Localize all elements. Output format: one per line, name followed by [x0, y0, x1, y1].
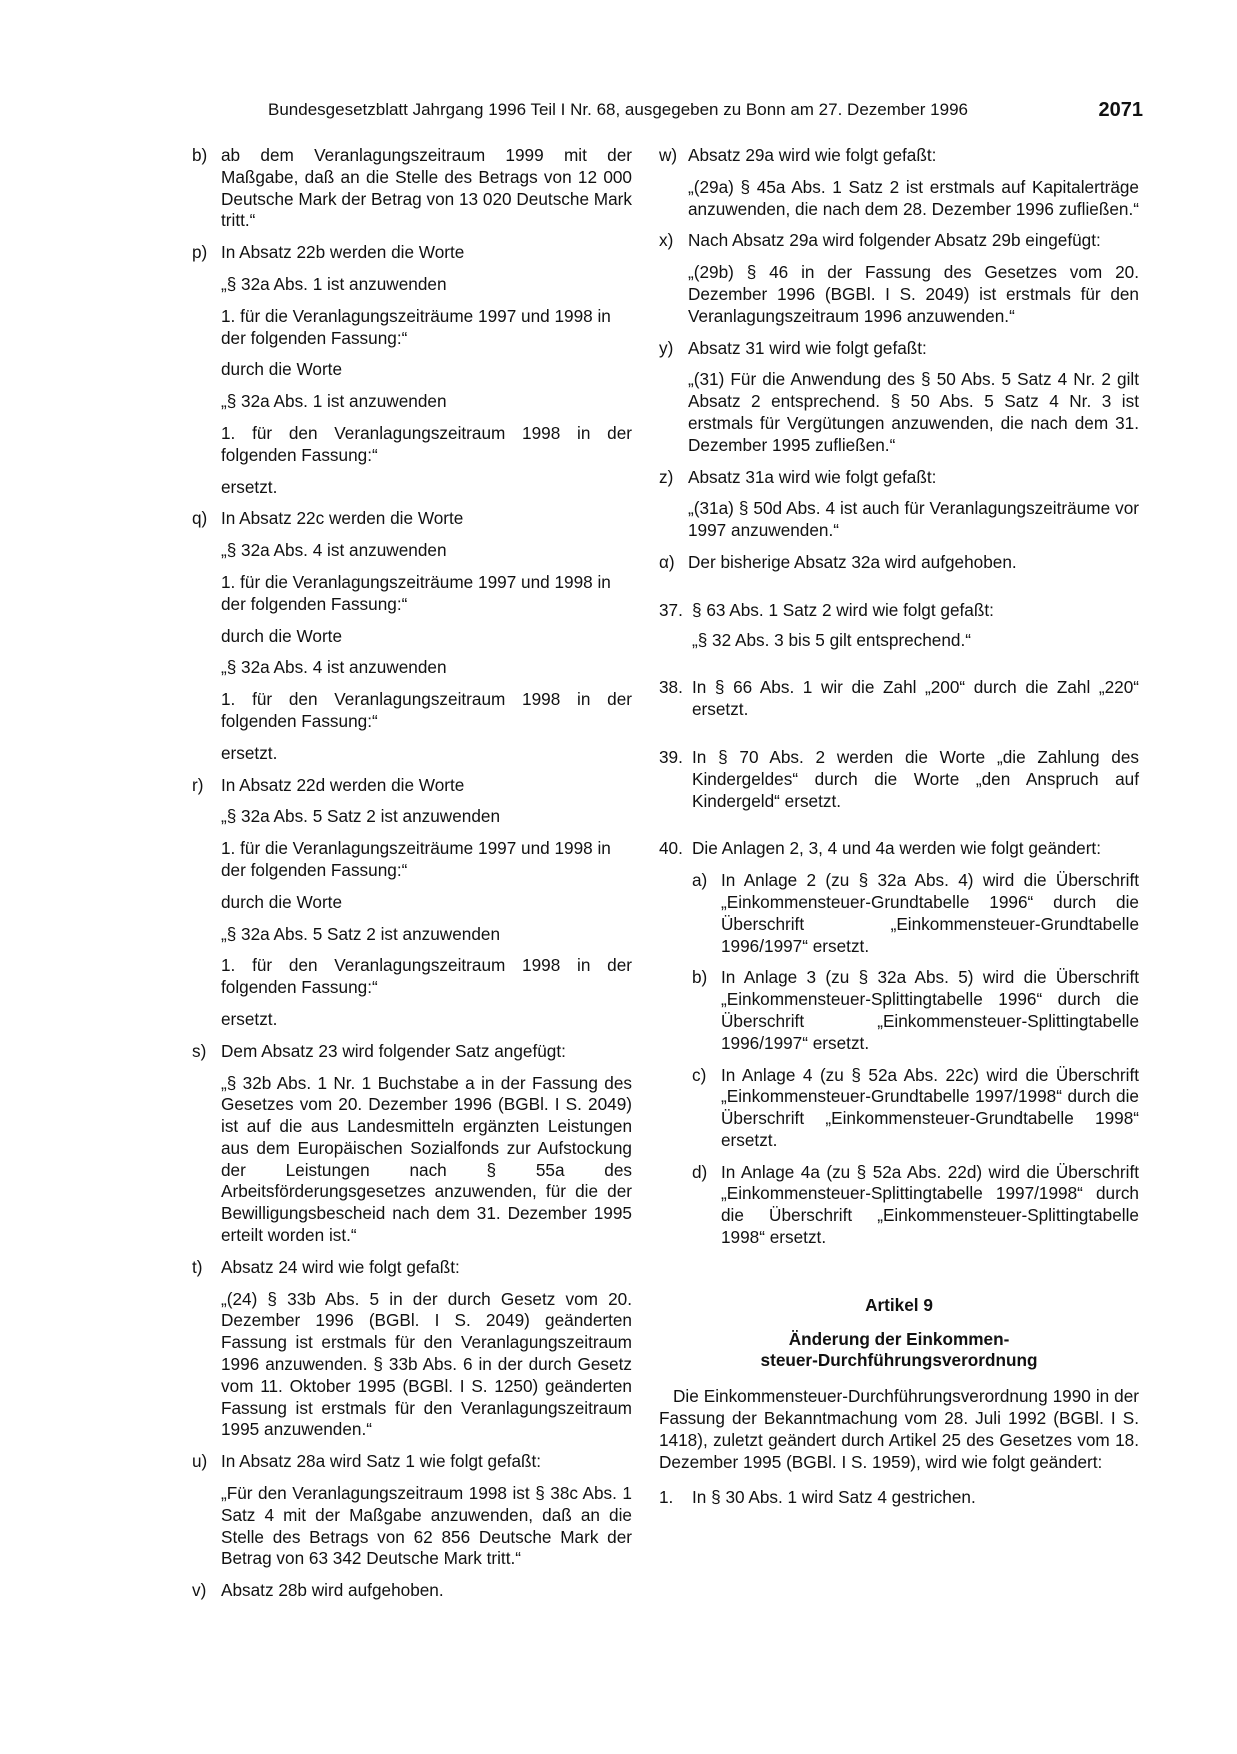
item-text: In Absatz 22d werden die Worte — [221, 774, 465, 795]
quote-block: „§ 32b Abs. 1 Nr. 1 Buchstabe a in der Fassung des Gesetzes vom 20. Dezember 1996 (BGBl. I S. 2049) ist auf die aus Landesmitteln ergänzten Leistungen aus dem Europäischen Sozialfonds zur Aufstockung der Leistungen nach § 55a des Arbeitsförderungsgesetzes anzuwenden, für die der Bewilligungsbescheid nach dem 31. Dezember 1995 erteilt worden ist.“ — [221, 1072, 632, 1246]
text-line: durch die Worte — [221, 891, 343, 912]
article-heading: Artikel 9 — [865, 1294, 933, 1315]
item-text: Absatz 31 wird wie folgt gefaßt: — [688, 337, 927, 358]
item-u — [192, 1451, 632, 1473]
article-title-line: Änderung der Einkommen- — [788, 1328, 1010, 1349]
item-text: ab dem Veranlagungszeitraum 1999 mit der Maßgabe, daß an die Stelle des Betrags von 12 000 Deutsche Mark der Betrag von 13 020 Deutsche Mark tritt.“ — [221, 145, 632, 231]
quote-line: „§ 32a Abs. 5 Satz 2 ist anzuwenden — [221, 923, 501, 944]
quote-block: „(31a) § 50d Abs. 4 ist auch für Veranlagungszeiträume vor 1997 anzuwenden.“ — [688, 498, 1139, 541]
item-x — [659, 230, 1139, 252]
quote-block: „(29b) § 46 in der Fassung des Gesetzes vom 20. Dezember 1996 (BGBl. I S. 2049) ist erstmals für den Veranlagungszeitraum 1996 anzuwenden.“ — [688, 262, 1139, 326]
item-marker: z) — [659, 466, 674, 487]
item-w — [659, 145, 1139, 167]
item-marker: x) — [659, 230, 674, 251]
quote-line: „§ 32a Abs. 4 ist anzuwenden — [221, 657, 447, 678]
item-z — [659, 467, 1139, 489]
item-marker: α) — [659, 551, 675, 572]
item-marker: a) — [692, 870, 708, 891]
item-text: In Anlage 3 (zu § 32a Abs. 5) wird die Überschrift „Einkommensteuer-Splittingtabelle 1996“ durch die Überschrift „Einkommensteuer-Splittingtabelle 1996/1997“ ersetzt. — [721, 967, 1139, 1053]
item-marker: b) — [692, 967, 708, 988]
item-text: Die Anlagen 2, 3, 4 und 4a werden wie folgt geändert: — [692, 838, 1101, 859]
quote-line: 1. für den Veranlagungszeitraum 1998 in der folgenden Fassung:“ — [221, 689, 632, 731]
item-1 — [659, 1487, 1139, 1509]
quote-block: „(29a) § 45a Abs. 1 Satz 2 ist erstmals auf Kapitalerträge anzuwenden, die nach dem 28. Dezember 1996 zufließen.“ — [688, 176, 1139, 219]
item-marker: y) — [659, 337, 674, 358]
item-marker: q) — [192, 508, 208, 529]
item-40a — [692, 870, 1139, 957]
item-text: Der bisherige Absatz 32a wird aufgehoben. — [688, 551, 1017, 572]
quote-block: „(31) Für die Anwendung des § 50 Abs. 5 Satz 4 Nr. 2 gilt Absatz 2 entsprechend. § 50 Abs. 5 Satz 4 Nr. 3 ist erstmals für Vergütungen anzuwenden, die nach dem 31. Dezember 1995 zufließen.“ — [688, 369, 1139, 455]
item-38 — [659, 677, 1139, 721]
item-marker: t) — [192, 1256, 203, 1277]
text-line: ersetzt. — [221, 742, 278, 763]
item-text: In § 30 Abs. 1 wird Satz 4 gestrichen. — [692, 1487, 976, 1508]
right-column — [659, 145, 1139, 1519]
item-marker: d) — [692, 1161, 708, 1182]
quote-line: „§ 32a Abs. 4 ist anzuwenden — [221, 540, 447, 561]
item-marker: v) — [192, 1580, 207, 1601]
quote-line: „§ 32a Abs. 1 ist anzuwenden — [221, 273, 447, 294]
item-marker: r) — [192, 774, 204, 795]
article-body: Die Einkommensteuer-Durchführungsverordnung 1990 in der Fassung der Bekanntmachung vom 28. Juli 1992 (BGBl. I S. 1418), zuletzt geändert durch Artikel 25 des Gesetzes vom 18. Dezember 1995 (BGBl. I S. 1959), wird wie folgt geändert: — [659, 1386, 1139, 1472]
text-line: durch die Worte — [221, 359, 343, 380]
item-marker: w) — [659, 145, 678, 165]
item-marker: b) — [192, 145, 208, 165]
quote-block: „(24) § 33b Abs. 5 in der durch Gesetz vom 20. Dezember 1996 (BGBl. I S. 2049) geänderten Fassung ist erstmals für den Veranlagungszeitraum 1996 anzuwenden. § 33b Abs. 6 in der durch Gesetz vom 11. Oktober 1995 (BGBl. I S. 1250) geänderten Fassung ist erstmals für den Veranlagungszeitraum 1995 anzuwenden.“ — [221, 1288, 632, 1440]
article-title — [659, 1329, 1139, 1373]
item-40c — [692, 1065, 1139, 1152]
item-b — [192, 145, 632, 232]
item-text: In Anlage 4a (zu § 52a Abs. 22d) wird die Überschrift „Einkommensteuer-Splittingtabelle 1997/1998“ durch die Überschrift „Einkommensteuer-Splittingtabelle 1998“ ersetzt. — [721, 1161, 1139, 1248]
item-marker: 40. — [659, 838, 683, 859]
item-marker: u) — [192, 1451, 208, 1472]
page-number: 2071 — [1098, 99, 1143, 121]
item-text: Absatz 29a wird wie folgt gefaßt: — [688, 145, 937, 165]
item-40 — [659, 838, 1139, 860]
quote-line: 1. für den Veranlagungszeitraum 1998 in der folgenden Fassung:“ — [221, 422, 632, 465]
item-37 — [659, 600, 1139, 622]
quote-block: „Für den Veranlagungszeitraum 1998 ist § 38c Abs. 1 Satz 4 mit der Maßgabe anzuwenden, daß an die Stelle des Betrags von 62 856 Deutsche Mark der Betrag von 63 342 Deutsche Mark tritt.“ — [221, 1483, 632, 1569]
item-marker: s) — [192, 1040, 207, 1061]
item-r — [192, 775, 632, 797]
item-text: In Anlage 4 (zu § 52a Abs. 22c) wird die Überschrift „Einkommensteuer-Grundtabelle 1997/1998“ durch die Überschrift „Einkommensteuer-Grundtabelle 1998“ ersetzt. — [721, 1064, 1139, 1150]
quote-line: „§ 32a Abs. 1 ist anzuwenden — [221, 391, 447, 412]
item-alpha — [659, 552, 1139, 574]
item-t — [192, 1257, 632, 1279]
item-text: Absatz 31a wird wie folgt gefaßt: — [688, 466, 937, 487]
text-line: ersetzt. — [221, 1008, 278, 1029]
item-text: § 63 Abs. 1 Satz 2 wird wie folgt gefaßt: — [692, 599, 994, 620]
item-39 — [659, 747, 1139, 812]
left-column — [192, 145, 632, 1612]
item-text: In Absatz 22c werden die Worte — [221, 508, 464, 529]
text-line: ersetzt. — [221, 476, 278, 497]
item-p — [192, 242, 632, 264]
item-text: Dem Absatz 23 wird folgender Satz angefügt: — [221, 1040, 566, 1061]
running-title: Bundesgesetzblatt Jahrgang 1996 Teil I Nr. 68, ausgegeben zu Bonn am 27. Dezember 1996 — [268, 100, 968, 119]
item-text: In Anlage 2 (zu § 32a Abs. 4) wird die Überschrift „Einkommensteuer-Grundtabelle 1996“ durch die Überschrift „Einkommensteuer-Grundtabelle 1996/1997“ ersetzt. — [721, 870, 1139, 956]
quote-line: 1. für die Veranlagungszeiträume 1997 und 1998 in der folgenden Fassung:“ — [221, 305, 611, 348]
item-text: In Absatz 28a wird Satz 1 wie folgt gefaßt: — [221, 1451, 542, 1472]
text-line: durch die Worte — [221, 625, 343, 646]
item-marker: 37. — [659, 599, 683, 620]
item-q — [192, 508, 632, 530]
item-s — [192, 1041, 632, 1063]
item-marker: 38. — [659, 677, 683, 698]
item-y — [659, 338, 1139, 360]
item-text: In § 70 Abs. 2 werden die Worte „die Zahlung des Kindergeldes“ durch die Worte „den Anspruch auf Kindergeld“ ersetzt. — [692, 746, 1139, 811]
item-text: Absatz 24 wird wie folgt gefaßt: — [221, 1256, 460, 1277]
article-title-line: steuer-Durchführungsverordnung — [760, 1350, 1038, 1371]
item-marker: 1. — [659, 1487, 674, 1508]
item-text: In Absatz 22b werden die Worte — [221, 242, 465, 263]
page-header — [268, 97, 1143, 123]
item-text: In § 66 Abs. 1 wir die Zahl „200“ durch die Zahl „220“ ersetzt. — [692, 677, 1139, 720]
item-text: Absatz 28b wird aufgehoben. — [221, 1580, 444, 1601]
item-40d — [692, 1162, 1139, 1249]
quote-line: 1. für die Veranlagungszeiträume 1997 und 1998 in der folgenden Fassung:“ — [221, 571, 611, 614]
item-v — [192, 1580, 632, 1602]
quote-line: „§ 32a Abs. 5 Satz 2 ist anzuwenden — [221, 806, 501, 827]
quote-line: 1. für die Veranlagungszeiträume 1997 und 1998 in der folgenden Fassung:“ — [221, 838, 611, 880]
item-text: Nach Absatz 29a wird folgender Absatz 29b eingefügt: — [688, 230, 1101, 251]
item-marker: 39. — [659, 746, 683, 767]
item-40b — [692, 967, 1139, 1054]
item-marker: c) — [692, 1064, 707, 1085]
quote-line: 1. für den Veranlagungszeitraum 1998 in der folgenden Fassung:“ — [221, 955, 632, 998]
item-marker: p) — [192, 242, 208, 263]
quote-line: „§ 32 Abs. 3 bis 5 gilt entsprechend.“ — [692, 629, 971, 650]
